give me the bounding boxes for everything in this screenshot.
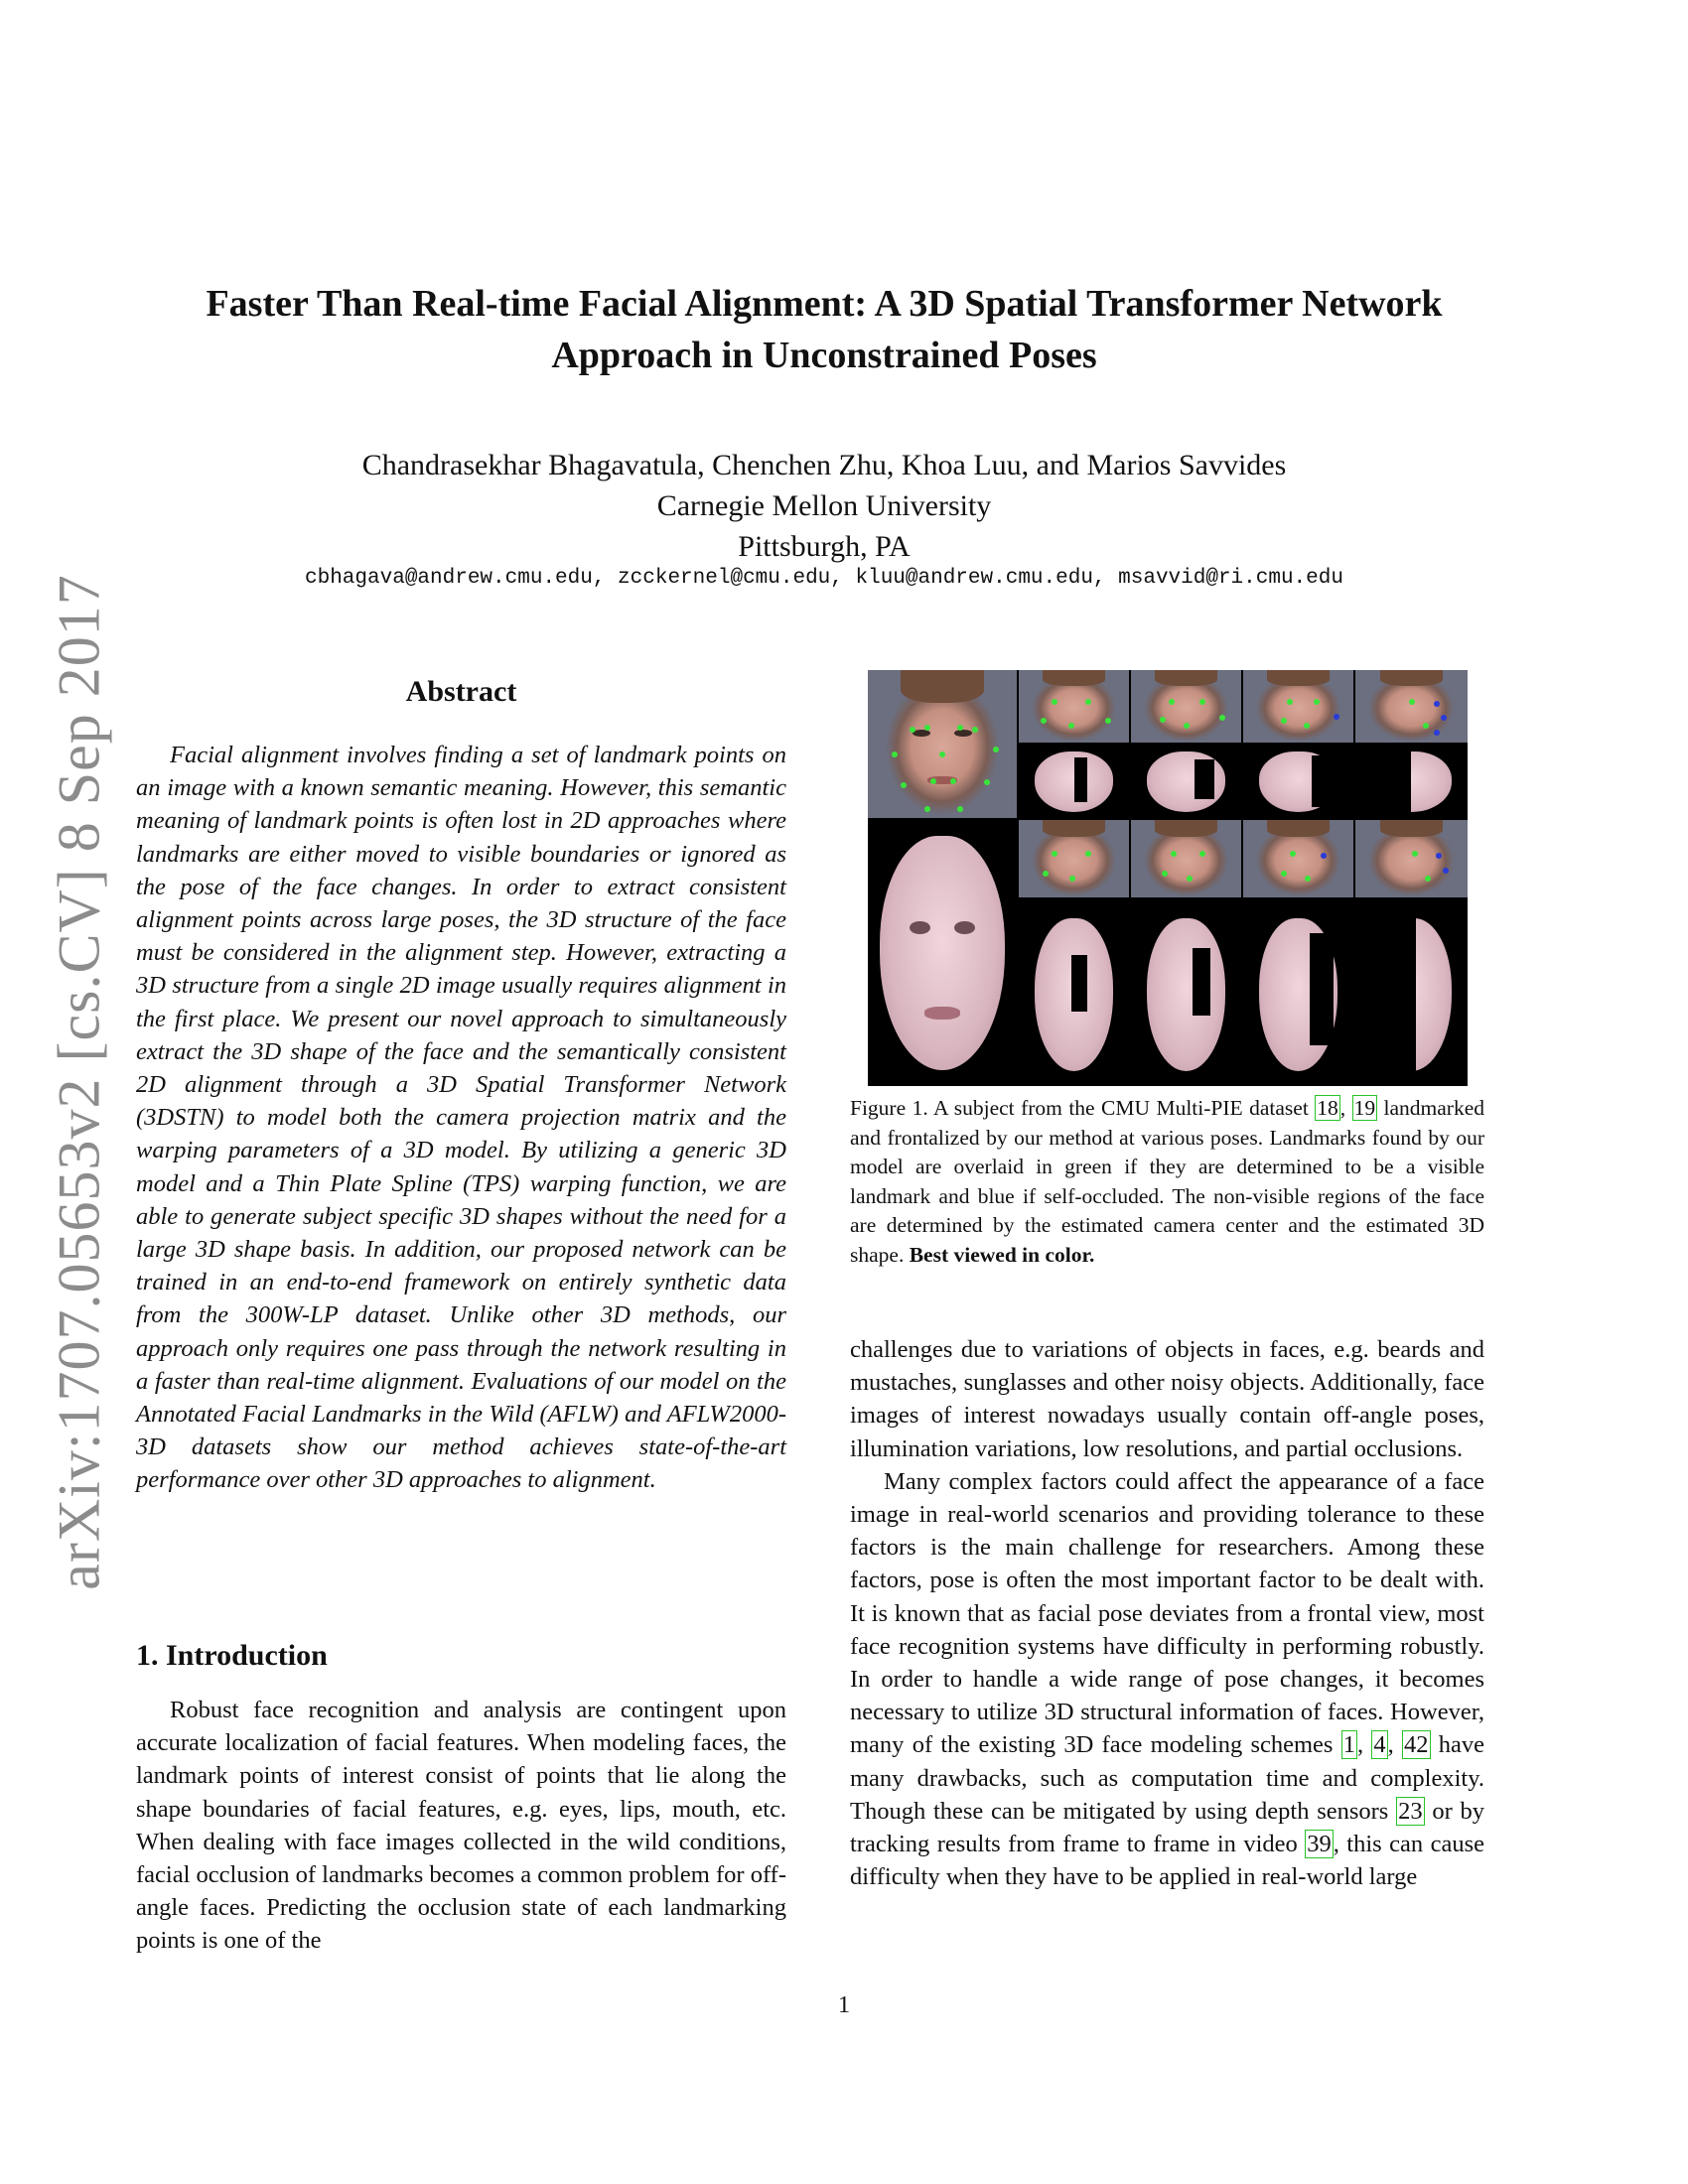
- figure-1-caption: Figure 1. A subject from the CMU Multi-PIE dataset 18, 19 landmarked and frontalized by our method at various poses. Landmarks found by our model are overlaid in green if they are determined to be a visible landmark and blue if self-occluded. The non-visible regions of the face are determined by the estimated camera center and the estimated 3D shape. Best viewed in color.: [850, 1096, 1484, 1267]
- page-number: 1: [837, 1991, 851, 2018]
- pose-photo-2: [1131, 670, 1241, 743]
- abstract-text: Facial alignment involves finding a set of landmark points on an image with a known semantic meaning. However, this semantic meaning of landmark points is often lost in 2D approaches where landmarks are either moved to visible boundaries or ignored as the pose of the face changes. In order to extract consistent alignment points across large poses, the 3D structure of the face must be considered in the alignment step. However, extracting a 3D structure from a single 2D image usually requires alignment in the first place. We present our novel approach to simultaneously extract the 3D shape of the face and the semantically consistent 2D alignment through a 3D Spatial Transformer Network (3DSTN) to model both the camera projection matrix and the warping parameters of a 3D model. By utilizing a generic 3D model and a Thin Plate Spline (TPS) warping function, we are able to generate subject specific 3D shapes without the need for a large 3D shape basis. In addition, our proposed network can be trained in an end-to-end framework on entirely synthetic data from the 300W-LP dataset. Unlike other 3D methods, our approach only requires one pass through the network resulting in a faster than real-time alignment. Evaluations of our model on the Annotated Facial Landmarks in the Wild (AFLW) and AFLW2000-3D datasets show our method achieves state-of-the-art performance over other 3D approaches to alignment.: [136, 742, 786, 1494]
- frontalized-render-1: [1019, 745, 1129, 818]
- location: Pittsburgh, PA: [738, 530, 911, 563]
- citation-link[interactable]: 23: [1398, 1797, 1423, 1825]
- introduction-text: Robust face recognition and analysis are contingent upon accurate localization of facial features. When modeling faces, the landmark points of interest consist of points that lie along the shape boundaries of facial features, e.g. eyes, lips, mouth, etc. When dealing with face images collected in the wild conditions, facial occlusion of landmarks becomes a common problem for off-angle faces. Predicting the occlusion state of each landmarking points is one of the: [136, 1697, 786, 1955]
- paragraph-pose-factors: Many complex factors could affect the appearance of a face image in real-world scenarios and providing tolerance to these factors is the main challenge for researchers. Among these factors, pose is often the most important factor to be dealt with. It is known that as facial pose deviates from a frontal view, most face recognition systems have difficulty in performing robustly. In order to handle a wide range of pose changes, it becomes necessary to utilize 3D structural information of faces. However, many of the existing 3D face modeling schemes 1, 4, 42 have many drawbacks, such as computation time and complexity. Though these can be mitigated by using depth sensors 23 or by tracking results from frame to frame in video 39, this can cause difficulty when they have to be applied in real-world large: [850, 1467, 1485, 1891]
- citation-link[interactable]: 18: [1317, 1096, 1338, 1120]
- frontalized-render-5: [1019, 899, 1129, 1086]
- caption-emphasis: Best viewed in color.: [909, 1242, 1095, 1267]
- abstract-heading: Abstract: [405, 675, 517, 708]
- frontal-photo-with-landmarks: [868, 670, 1017, 818]
- pose-photo-8: [1355, 820, 1468, 897]
- pose-photo-7: [1243, 820, 1353, 897]
- pose-photo-4: [1355, 670, 1468, 743]
- citation-link[interactable]: 1: [1342, 1731, 1355, 1759]
- pose-photo-3: [1243, 670, 1353, 743]
- frontalized-render-6: [1131, 899, 1241, 1086]
- citation-link[interactable]: 39: [1307, 1831, 1332, 1858]
- authors: Chandrasekhar Bhagavatula, Chenchen Zhu, Khoa Luu, and Marios Savvides: [361, 449, 1287, 481]
- arxiv-stamp-text: arXiv:1707.05653v2 [cs.CV] 8 Sep 2017: [46, 574, 112, 1590]
- frontalized-render-8: [1355, 899, 1468, 1086]
- frontalized-render-2: [1131, 745, 1241, 818]
- paper-title: Faster Than Real-time Facial Alignment: A 3D Spatial Transformer Network Approach in Unconstrained Poses: [206, 283, 1443, 376]
- figure-1-image: [868, 670, 1468, 1086]
- citation-link[interactable]: 4: [1373, 1731, 1386, 1759]
- frontalized-render-3: [1243, 745, 1353, 818]
- frontalized-3d-face: [868, 820, 1017, 1086]
- pose-photo-5: [1019, 820, 1129, 897]
- pose-photo-6: [1131, 820, 1241, 897]
- citation-link[interactable]: 19: [1353, 1096, 1376, 1120]
- frontalized-render-4: [1355, 745, 1468, 818]
- frontalized-render-7: [1243, 899, 1353, 1086]
- right-column-text: [850, 1333, 1484, 1893]
- paragraph-challenges: challenges due to variations of objects in faces, e.g. beards and mustaches, sunglasses and other noisy objects. Additionally, face images of interest nowadays usually contain off-angle poses, illumination variations, low resolutions, and partial occlusions.: [850, 1336, 1484, 1462]
- author-block: [129, 445, 1519, 567]
- introduction-heading: 1. Introduction: [136, 1639, 328, 1672]
- pose-photo-1: [1019, 670, 1129, 743]
- arxiv-stamp: [20, 574, 139, 1590]
- author-emails: cbhagava@andrew.cmu.edu, zcckernel@cmu.edu, kluu@andrew.cmu.edu, msavvid@ri.cmu.edu: [305, 567, 1343, 590]
- affiliation: Carnegie Mellon University: [656, 489, 992, 522]
- citation-link[interactable]: 42: [1404, 1731, 1429, 1759]
